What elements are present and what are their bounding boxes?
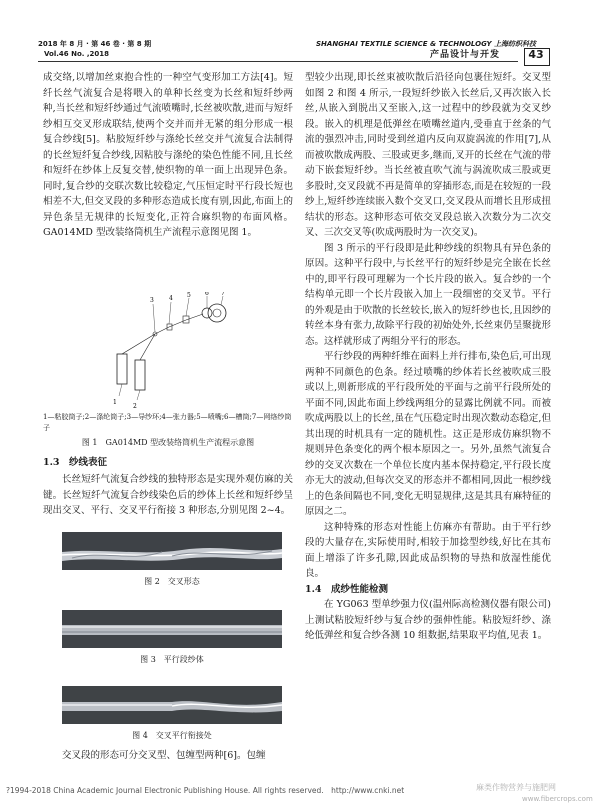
- right-paragraph-1: 型较少出现,即长丝束被吹散后沿径向包裹住短纤。交叉型如图 2 和图 4 所示,一段短纤纱嵌入长丝后,又再次嵌入长丝,从嵌入到脱出又至嵌入,这一过程中的纱段就为交叉纱段。嵌入的机理是低弹丝在喷嘴丝道内,受垂直于丝条的气流的强烈冲击,同时受到丝道内反向双旋涡流的作用[7],从而被吹散成两股、三股或更多,继而,叉开的长丝在气流的带动下嵌套短纤纱。当长丝被直吹气流与涡流吹成三股或更多股时,交叉段就不再是简单的穿插形态,而是在较短的一段纱上,短纤纱连续嵌入数个交叉口,交叉段从而增长且形成扭结状的形态。这种形态可依交叉段总嵌入次数分为二次交叉、三次交叉等(吹成两股时为一次交叉)。: [305, 72, 551, 238]
- left-column: [43, 70, 293, 241]
- figure-1-legend: 1—粘胶筒子;2—涤纶筒子;3—导纱环;4—张力器;5—喷嘴;6—槽筒;7—网络纱筒子: [43, 413, 292, 432]
- fig1-label-6: 6: [205, 292, 209, 297]
- figure-2-photo: [62, 532, 282, 570]
- section-1-3-title: 1.3 纱线表征: [43, 457, 108, 468]
- right-paragraph-2: 图 3 所示的平行段即是此种纱线的织物具有异色条的原因。这种平行段中,与长丝平行的短纤纱是完全嵌在长丝中的,即平行段可理解为一个长片段的嵌入。复合纱的一个结构单元即一个长片段嵌入加上一段细密的交叉节。平行的外观是由于吹散的长丝较长,嵌入的短纤纱也长,且因纱的转丝本身有张力,故除平行段的初始处外,长丝束仍呈聚拢形态。这样就形成了两组分平行的形态。: [305, 242, 551, 347]
- package-bobbin: [208, 304, 226, 322]
- copyright-footer: ?1994-2018 China Academic Journal Electronic Publishing House. All rights reserved. http://www.cnki.net: [6, 786, 405, 795]
- fig1-label-7: 7: [221, 292, 225, 297]
- figure-1-diagram: [95, 292, 245, 412]
- polyester-bobbin: [135, 360, 145, 390]
- right-paragraph-3: 平行纱段的两种纤维在面料上并行排布,染色后,可出现两种不同颜色的色条。经过喷嘴的纱体若长丝被吹成三股或以上,则新形成的平行段所处的平面与之前平行段所处的平面不同,因此布面上纱线两组分的显露比例就不同。而被吹成两股以上的长丝,虽在气压稳定时出现次数动态稳定,但其出现的时机具有一定的随机性。这正是形成仿麻织物不规则异色条变化的两个根本原因之一。另外,虽然气流复合纱的交叉次数在一个单位长度内基本保持稳定,平行段长度亦无大的波动,但每次交叉的形态并不都相同,因此一根纱线上的色条间隔也不同,变化无明显规律,这是其具有麻特征的原因之二。: [305, 351, 551, 517]
- figure-3-photo: [62, 610, 282, 648]
- figure-1-caption: 图 1 GA014MD 型改装络筒机生产流程示意图: [81, 438, 255, 447]
- right-column: [305, 70, 551, 644]
- page-number: 43: [528, 48, 544, 61]
- section-name: 产品设计与开发: [430, 50, 501, 60]
- fig1-label-4: 4: [169, 295, 173, 302]
- header-rule: [38, 61, 518, 62]
- journal-title: SHANGHAI TEXTILE SCIENCE & TECHNOLOGY 上海纺织科技: [316, 40, 537, 48]
- figure-3-caption: 图 3 平行段纱体: [140, 655, 204, 664]
- fig1-label-1: 1: [113, 399, 117, 406]
- grooved-drum: [202, 308, 212, 318]
- journal-issue-en: Vol.46 No. ,2018: [44, 50, 109, 58]
- section-1-3-body: 长丝短纤气流复合纱线的独特形态是实现外观仿麻的关键。长丝短纤气流复合纱线染色后的纱体上长丝和短纤纱呈现出交叉、平行、交叉平行衔接 3 种形态,分别见图 2~4。: [43, 474, 293, 516]
- fig1-label-5: 5: [187, 292, 191, 299]
- right-paragraph-5: 在 YG063 型单纱强力仪(温州际高检测仪器有限公司)上测试粘胶短纤纱与复合纱的强伸性能。粘胶短纤纱、涤纶低弹丝和复合纱各测 10 组数据,结果取平均值,见表 1。: [305, 599, 551, 641]
- fig1-label-2: 2: [133, 403, 137, 410]
- journal-issue-cn: 2018 年 8 月 · 第 46 卷 · 第 8 期: [38, 40, 152, 48]
- fig1-label-3: 3: [150, 297, 154, 304]
- section-1-4-title: 1.4 成纱性能检测: [305, 583, 389, 595]
- figure-4-photo: [62, 686, 282, 724]
- figure-2-caption: 图 2 交叉形态: [144, 577, 200, 586]
- right-paragraph-4: 这种特殊的形态对性能上仿麻亦有帮助。由于平行纱段的大量存在,实际使用时,相较于加捻型纱线,好比在其布面上增添了许多孔隙,因此成品织物的导热和放湿性能优良。: [305, 521, 551, 579]
- viscose-bobbin: [117, 354, 127, 384]
- left-paragraph-end: 交叉段的形态可分交叉型、包缠型两种[6]。包缠: [62, 750, 266, 761]
- left-paragraph-1: 成交络,以增加丝束抱合性的一种空气变形加工方法[4]。短纤长丝气流复合是将喂入的单种长丝变为长丝和短纤纱两种,当长丝和短纤纱通过气流喷嘴时,长丝被吹散,进而与短纤纱相互交叉形成联结,使两个交并而并无紧的组分形成一根复合纱线[5]。粘胶短纤纱与涤纶长丝交并气流复合法制得的长丝短纤复合纱线,因粘胶与涤纶的染色性能不同,且长丝和短纤在纱体上反复交替,使织物的单一面上出现异色条。同时,复合纱的交联次数比较稳定,气压恒定时平行段长短也相差不大,但交叉段的多种形态造成长度有别,因此,布面上的异色条呈无规律的长短变化,正符合麻织物的布面风格。GA014MD 型改装络筒机生产流程示意图见图 1。: [43, 72, 293, 238]
- figure-4-caption: 图 4 交叉平行衔接处: [132, 731, 212, 740]
- watermark-url: www.fibercrops.com: [522, 795, 593, 803]
- watermark-cn: 麻类作物营养与施肥网: [476, 783, 556, 792]
